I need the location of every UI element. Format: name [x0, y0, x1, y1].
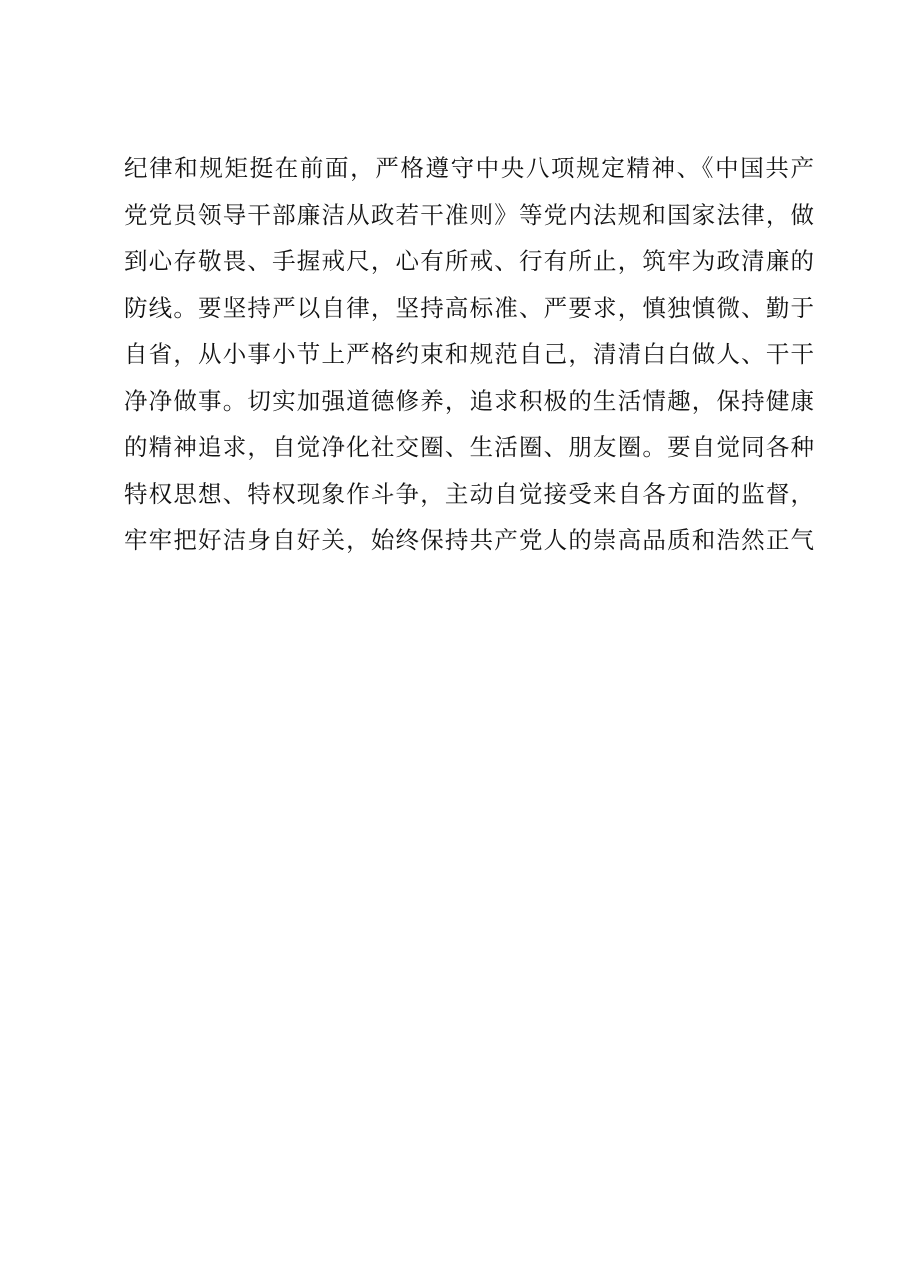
paragraph-line: 的精神追求，自觉净化社交圈、生活圈、朋友圈。要自觉同各种 [124, 433, 814, 461]
paragraph-line: 自省，从小事小节上严格约束和规范自己，清清白白做人、干干 [124, 340, 814, 368]
paragraph-line: 防线。要坚持严以自律，坚持高标准、严要求，慎独慎微、勤于 [124, 293, 814, 322]
paragraph-line: 到心存敬畏、手握戒尺，心有所戒、行有所止，筑牢为政清廉的 [124, 247, 814, 275]
body-paragraph [124, 154, 814, 564]
paragraph-line: 纪律和规矩挺在前面，严格遵守中央八项规定精神、《中国共产 [124, 154, 814, 182]
paragraph-line: 净净做事。切实加强道德修养，追求积极的生活情趣，保持健康 [124, 386, 814, 415]
paragraph-line: 牢牢把好洁身自好关，始终保持共产党人的崇高品质和浩然正气 [124, 526, 814, 554]
paragraph-line: 党党员领导干部廉洁从政若干准则》等党内法规和国家法律，做 [124, 200, 814, 229]
paragraph-line: 特权思想、特权现象作斗争，主动自觉接受来自各方面的监督， [124, 479, 814, 508]
